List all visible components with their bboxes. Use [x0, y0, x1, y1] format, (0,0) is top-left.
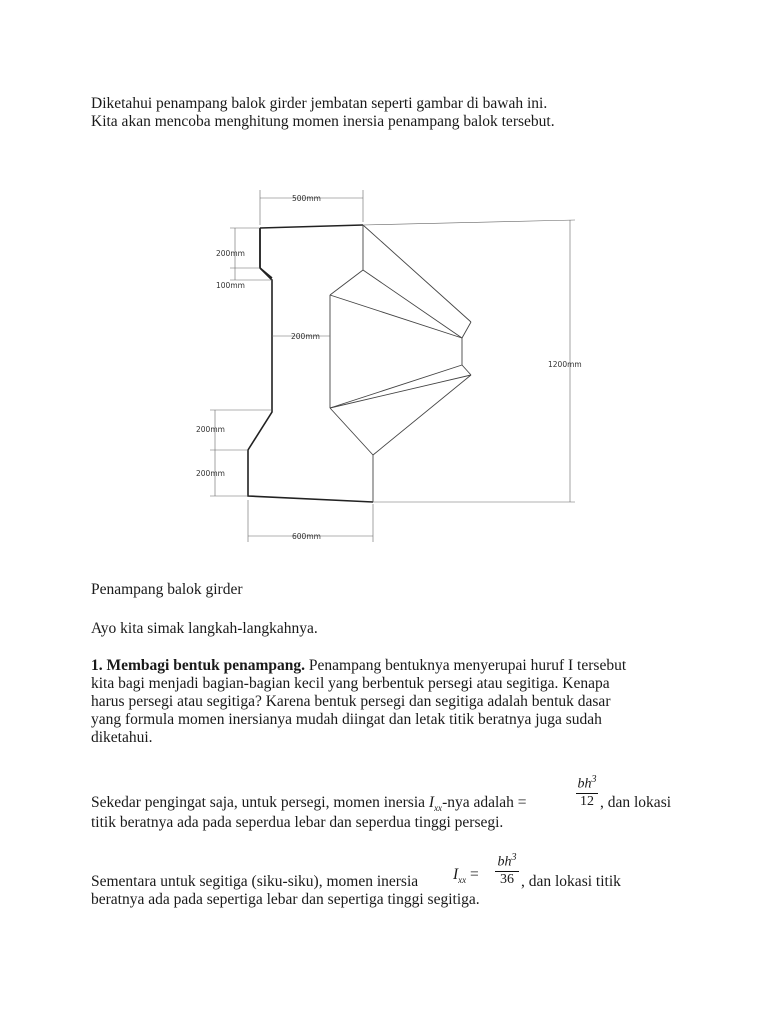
intro-line-2: Kita akan mencoba menghitung momen inersia penampang balok tersebut. — [91, 113, 555, 130]
dim-taper-100: 100mm — [216, 281, 245, 290]
rect-fraction-numerator: $bh^3$ — [577, 774, 597, 792]
girder-figure — [180, 180, 600, 550]
tri-text-a: Sementara untuk segitiga (siku-siku), momen inersia — [91, 873, 419, 890]
girder-3d-edges — [330, 225, 471, 502]
tri-fraction-denominator: 36 — [495, 871, 519, 888]
step1-text-1: Penampang bentuknya menyerupai huruf I tersebut — [308, 657, 627, 674]
intro-line-1: Diketahui penampang balok girder jembatan seperti gambar di bawah ini. — [91, 95, 548, 112]
rect-text-a: Sekedar pengingat saja, untuk persegi, momen inersia — [91, 794, 426, 811]
step1-line-3: harus persegi atau segitiga? Karena bentuk persegi dan segitiga adalah bentuk dasar — [91, 693, 611, 710]
girder-front-face — [248, 225, 373, 502]
rect-text-c: , dan lokasi — [600, 794, 672, 811]
dim-flange-200: 200mm — [216, 249, 245, 258]
rect-ixx: $I_{xx}$ — [428, 794, 443, 814]
rect-line-2: titik beratnya ada pada seperdua lebar dan seperdua tinggi persegi. — [91, 814, 504, 831]
dim-bottom-taper-200: 200mm — [196, 425, 225, 434]
dim-height-1200: 1200mm — [548, 360, 582, 369]
step1-line-4: yang formula momen inersianya mudah diingat dan letak titik beratnya juga sudah — [91, 711, 602, 728]
rect-text-b: -nya adalah = — [442, 794, 527, 811]
figure-caption: Penampang balok girder — [91, 581, 243, 598]
tri-ixx: $I_{xx}$ = — [453, 866, 479, 886]
rect-fraction-denominator: 12 — [576, 793, 598, 810]
tri-line-2: beratnya ada pada sepertiga lebar dan sepertiga tinggi segitiga. — [91, 891, 480, 908]
girder-drawing — [180, 180, 600, 550]
tri-fraction — [495, 850, 519, 888]
tri-fraction-numerator: $bh^3$ — [497, 852, 517, 870]
tri-text-c: , dan lokasi titik — [521, 873, 621, 890]
step1-line-5: diketahui. — [91, 729, 153, 746]
step1-line-2: kita bagi menjadi bagian-bagian kecil yang berbentuk persegi atau segitiga. Kenapa — [91, 675, 610, 692]
dim-bottom-width: 600mm — [292, 532, 321, 541]
step1-heading: 1. Membagi bentuk penampang. — [91, 657, 306, 674]
tri-line-1 — [91, 873, 418, 891]
dim-top-width: 500mm — [292, 194, 321, 203]
dim-bottom-flange-200: 200mm — [196, 469, 225, 478]
step1-line-1 — [91, 657, 626, 675]
rect-fraction — [576, 772, 598, 810]
steps-intro: Ayo kita simak langkah-langkahnya. — [91, 620, 318, 637]
dim-web-200: 200mm — [291, 332, 320, 341]
dimension-lines — [210, 190, 575, 542]
